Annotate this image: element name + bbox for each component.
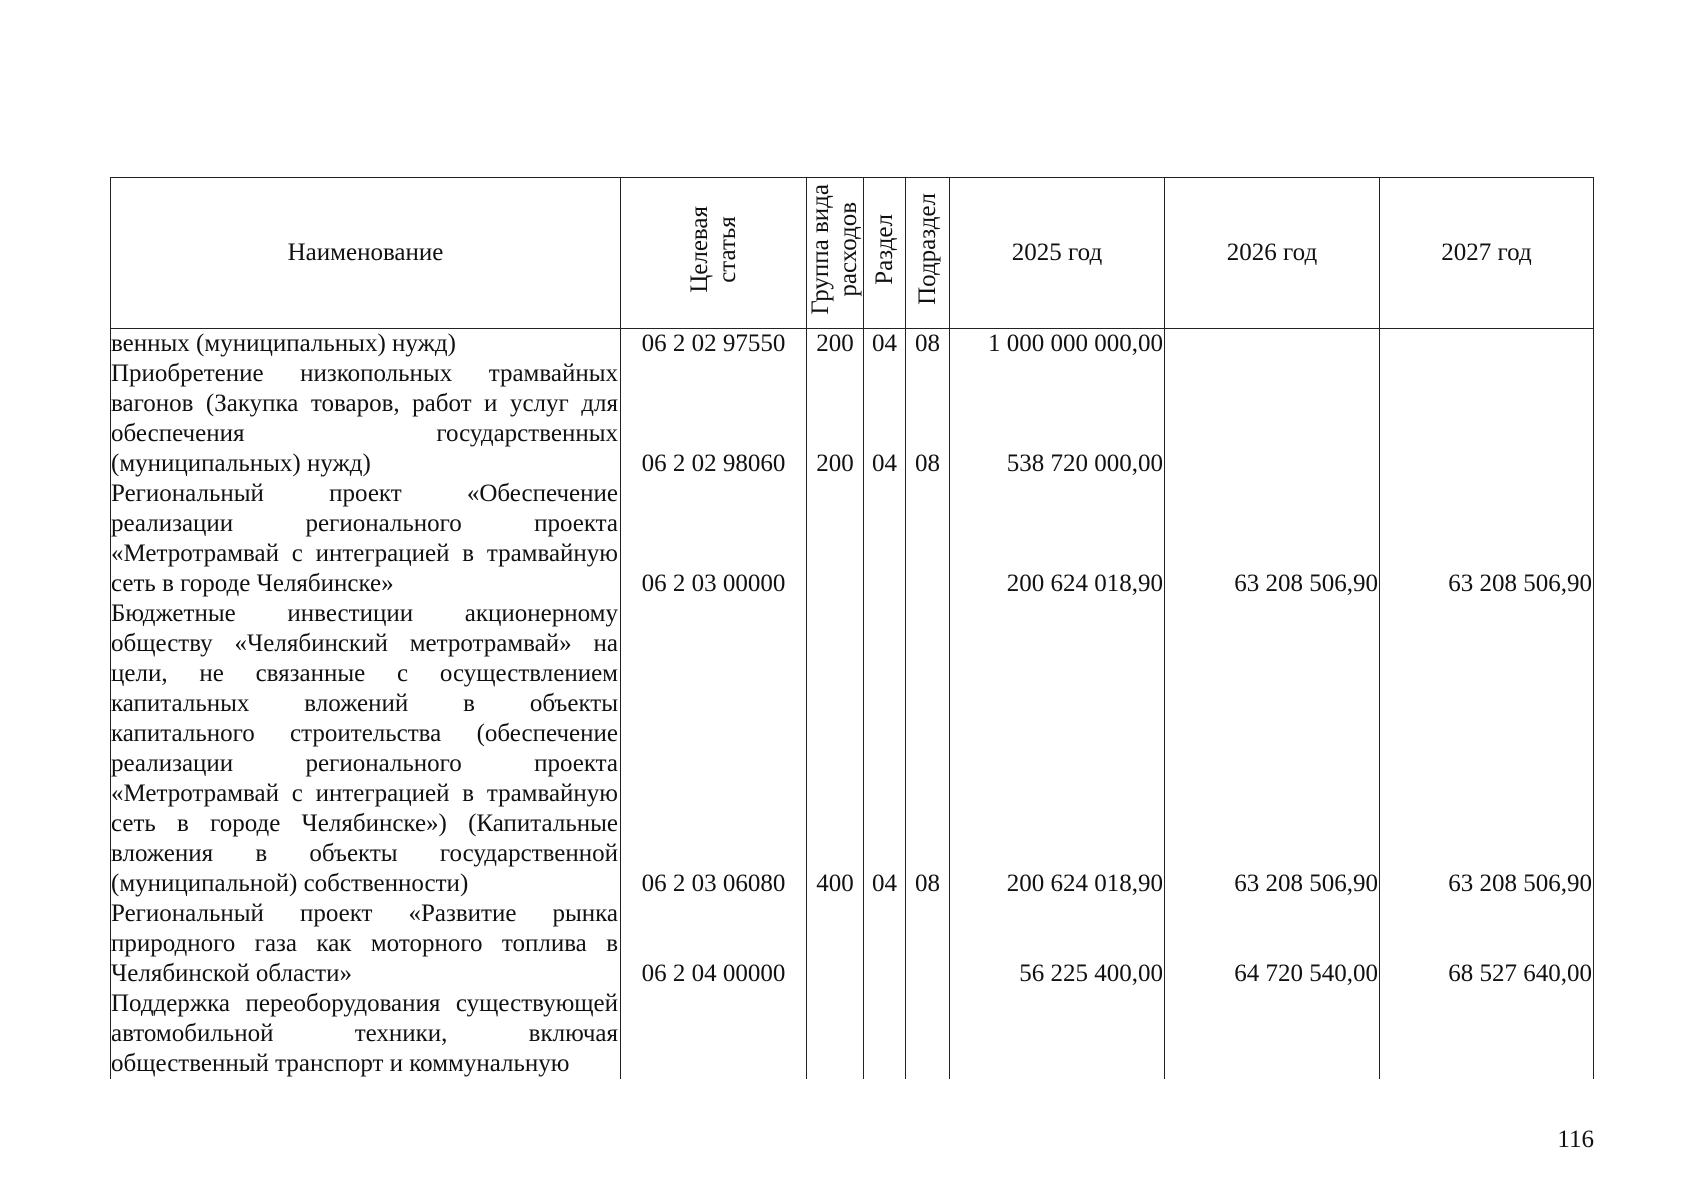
row-group: 200 (807, 359, 864, 479)
row-subsection (906, 989, 950, 1079)
row-name: Бюджетные инвестиции акционерному обществу «Челябинский метротрамвай» на цели, не связанные с осуществлением капитальных вложений в объекты капитального строительства (обеспечение реализации регионального проекта «Метротрамвай с интеграцией в трамвайную сеть в городе Челябинске») (Капитальные вложения в объекты государственной (муниципальной) собственности) (111, 599, 621, 899)
header-target-article: Целевая статья (621, 178, 807, 329)
row-amount-2026: 63 208 506,90 (1165, 479, 1380, 599)
header-year-2026: 2026 год (1165, 178, 1380, 329)
row-section (864, 899, 906, 989)
row-amount-2027 (1380, 359, 1594, 479)
table-row (111, 359, 1594, 479)
budget-table (110, 177, 1594, 1079)
row-amount-2025 (950, 989, 1165, 1079)
header-year-2025: 2025 год (950, 178, 1165, 329)
row-amount-2026 (1165, 989, 1380, 1079)
row-amount-2025: 200 624 018,90 (950, 599, 1165, 899)
row-subsection: 08 (906, 599, 950, 899)
row-subsection (906, 899, 950, 989)
table-row (111, 329, 1594, 360)
row-amount-2025: 1 000 000 000,00 (950, 329, 1165, 360)
row-code: 06 2 04 00000 (621, 899, 807, 989)
table-row (111, 899, 1594, 989)
row-section (864, 989, 906, 1079)
row-subsection (906, 479, 950, 599)
header-year-2027: 2027 год (1380, 178, 1594, 329)
row-amount-2027: 63 208 506,90 (1380, 479, 1594, 599)
row-code: 06 2 02 98060 (621, 359, 807, 479)
row-group: 400 (807, 599, 864, 899)
table-header-row (111, 178, 1594, 329)
row-section: 04 (864, 599, 906, 899)
row-code (621, 989, 807, 1079)
row-amount-2025: 200 624 018,90 (950, 479, 1165, 599)
row-group (807, 989, 864, 1079)
row-group: 200 (807, 329, 864, 360)
header-subsection: Подраздел (906, 178, 950, 329)
row-amount-2026: 63 208 506,90 (1165, 599, 1380, 899)
row-amount-2026 (1165, 359, 1380, 479)
row-section: 04 (864, 359, 906, 479)
row-name: венных (муниципальных) нужд) (111, 329, 621, 360)
row-amount-2025: 538 720 000,00 (950, 359, 1165, 479)
row-subsection: 08 (906, 329, 950, 360)
row-group (807, 899, 864, 989)
header-name: Наименование (111, 178, 621, 329)
row-amount-2027 (1380, 989, 1594, 1079)
row-code: 06 2 03 06080 (621, 599, 807, 899)
table-row (111, 989, 1594, 1079)
table-row (111, 479, 1594, 599)
page-number: 116 (1557, 1126, 1594, 1153)
row-code: 06 2 03 00000 (621, 479, 807, 599)
row-amount-2027 (1380, 329, 1594, 360)
row-amount-2025: 56 225 400,00 (950, 899, 1165, 989)
row-amount-2026: 64 720 540,00 (1165, 899, 1380, 989)
row-amount-2026 (1165, 329, 1380, 360)
row-subsection: 08 (906, 359, 950, 479)
row-section: 04 (864, 329, 906, 360)
row-amount-2027: 68 527 640,00 (1380, 899, 1594, 989)
header-expense-group: Группа вида расходов (807, 178, 864, 329)
row-name: Региональный проект «Обеспечение реализации регионального проекта «Метротрамвай с интеграцией в трамвайную сеть в городе Челябинске» (111, 479, 621, 599)
table-row (111, 599, 1594, 899)
row-amount-2027: 63 208 506,90 (1380, 599, 1594, 899)
row-group (807, 479, 864, 599)
row-code: 06 2 02 97550 (621, 329, 807, 360)
row-name: Приобретение низкопольных трамвайных вагонов (Закупка товаров, работ и услуг для обеспечения государственных (муниципальных) нужд) (111, 359, 621, 479)
header-section: Раздел (864, 178, 906, 329)
row-name: Региональный проект «Развитие рынка природного газа как моторного топлива в Челябинской области» (111, 899, 621, 989)
row-section (864, 479, 906, 599)
row-name: Поддержка переоборудования существующей автомобильной техники, включая общественный транспорт и коммунальную (111, 989, 621, 1079)
